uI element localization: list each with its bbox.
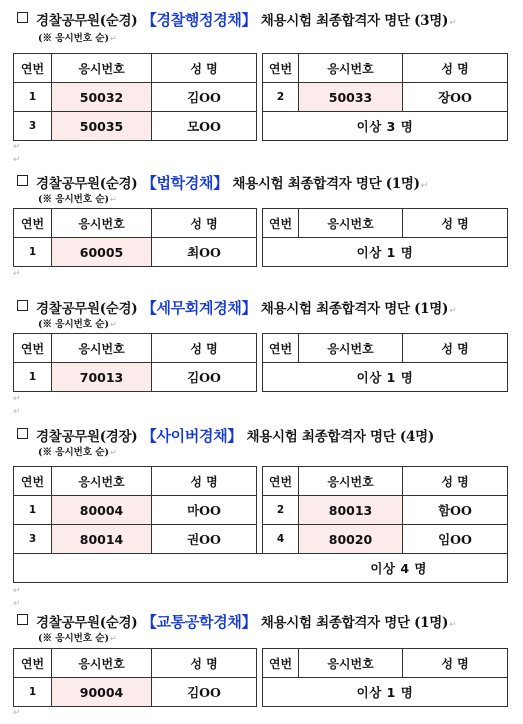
paragraph-mark: ↵ <box>13 407 21 417</box>
table-header-row <box>14 209 508 238</box>
section-tax-accounting <box>0 296 523 417</box>
title-prefix: 경찰공무원(순경) <box>36 176 138 192</box>
cell-no: 3 <box>14 525 52 554</box>
cell-name: 마OO <box>152 496 257 525</box>
cell-name: 권OO <box>152 525 257 554</box>
paragraph-mark: ↵ <box>420 181 428 191</box>
header-exam-no: 응시번호 <box>299 649 403 678</box>
cell-name: 모OO <box>152 112 257 141</box>
table-row <box>14 112 508 141</box>
paragraph-mark: ↵ <box>13 599 21 609</box>
sort-note <box>38 316 117 330</box>
cell-no: 2 <box>263 83 299 112</box>
cell-no: 2 <box>263 496 299 525</box>
cell-no: 1 <box>14 496 52 525</box>
results-table <box>13 208 508 267</box>
checkbox-square-icon <box>17 614 28 625</box>
header-no: 연번 <box>263 649 299 678</box>
header-no: 연번 <box>14 54 52 83</box>
paragraph-mark: ↵ <box>449 18 457 28</box>
paragraph-mark: ↵ <box>449 620 457 630</box>
paragraph-mark: ↵ <box>13 708 21 718</box>
results-table <box>13 648 508 707</box>
header-name: 성 명 <box>152 209 257 238</box>
cell-no: 3 <box>14 112 52 141</box>
table-row <box>14 496 508 525</box>
paragraph-mark: ↵ <box>13 142 21 152</box>
header-no: 연번 <box>14 209 52 238</box>
cell-exam-no: 80020 <box>299 525 403 554</box>
table-row <box>14 678 508 707</box>
header-exam-no: 응시번호 <box>52 54 152 83</box>
cell-no: 4 <box>263 525 299 554</box>
section-title <box>0 171 523 193</box>
header-no: 연번 <box>14 649 52 678</box>
header-exam-no: 응시번호 <box>52 334 152 363</box>
title-field: 【교통공학경채】 <box>141 613 257 631</box>
results-table <box>13 333 508 392</box>
paragraph-mark: ↵ <box>110 195 117 204</box>
header-exam-no: 응시번호 <box>299 209 403 238</box>
checkbox-square-icon <box>17 175 28 186</box>
cell-no: 1 <box>14 238 52 267</box>
sort-note-text: (※ 응시번호 순) <box>38 194 109 205</box>
results-table <box>13 466 508 583</box>
total-count: 이상 3 명 <box>263 112 508 141</box>
sort-note-text: (※ 응시번호 순) <box>38 319 109 330</box>
sort-note-text: (※ 응시번호 순) <box>38 33 109 44</box>
paragraph-mark: ↵ <box>13 586 21 596</box>
section-traffic-engineering <box>0 610 523 718</box>
title-prefix: 경찰공무원(순경) <box>36 13 138 29</box>
cell-name: 함OO <box>403 496 508 525</box>
header-no: 연번 <box>263 209 299 238</box>
title-prefix: 경찰공무원(경장) <box>36 429 138 445</box>
sort-note <box>38 30 117 44</box>
checkbox-square-icon <box>17 428 28 439</box>
paragraph-mark: ↵ <box>449 306 457 316</box>
sort-note-text: (※ 응시번호 순) <box>38 447 109 458</box>
cell-name: 김OO <box>152 363 257 392</box>
cell-name: 최OO <box>152 238 257 267</box>
header-no: 연번 <box>263 54 299 83</box>
header-name: 성 명 <box>403 209 508 238</box>
header-no: 연번 <box>263 334 299 363</box>
table-header-row <box>14 467 508 496</box>
total-count: 이상 1 명 <box>263 363 508 392</box>
results-table <box>13 53 508 141</box>
cell-name: 김OO <box>152 83 257 112</box>
section-title <box>0 610 523 632</box>
cell-exam-no: 70013 <box>52 363 152 392</box>
title-prefix: 경찰공무원(순경) <box>36 615 138 631</box>
cell-exam-no: 80004 <box>52 496 152 525</box>
cell-no: 1 <box>14 83 52 112</box>
section-police-admin <box>0 8 523 165</box>
title-field: 【사이버경채】 <box>141 427 243 445</box>
header-no: 연번 <box>14 467 52 496</box>
cell-no: 1 <box>14 678 52 707</box>
title-suffix: 채용시험 최종합격자 명단 (1명) <box>260 615 449 631</box>
header-exam-no: 응시번호 <box>299 467 403 496</box>
paragraph-mark: ↵ <box>13 269 21 279</box>
header-name: 성 명 <box>403 649 508 678</box>
total-count: 이상 1 명 <box>263 678 508 707</box>
header-exam-no: 응시번호 <box>52 467 152 496</box>
header-exam-no: 응시번호 <box>299 54 403 83</box>
cell-name: 김OO <box>152 678 257 707</box>
total-count: 이상 1 명 <box>263 238 508 267</box>
header-name: 성 명 <box>152 334 257 363</box>
cell-name: 장OO <box>403 83 508 112</box>
header-name: 성 명 <box>403 54 508 83</box>
cell-no: 1 <box>14 363 52 392</box>
cell-name: 임OO <box>403 525 508 554</box>
table-header-row <box>14 649 508 678</box>
paragraph-mark: ↵ <box>110 320 117 329</box>
sort-note <box>38 630 117 644</box>
cell-exam-no: 80013 <box>299 496 403 525</box>
paragraph-mark: ↵ <box>110 34 117 43</box>
sort-note <box>38 444 117 458</box>
table-footer-row <box>14 554 508 583</box>
title-suffix: 채용시험 최종합격자 명단 (4명) <box>246 429 434 445</box>
header-name: 성 명 <box>403 334 508 363</box>
table-row <box>14 363 508 392</box>
cell-exam-no: 50035 <box>52 112 152 141</box>
title-suffix: 채용시험 최종합격자 명단 (1명) <box>260 301 449 317</box>
section-cyber <box>0 424 523 609</box>
header-name: 성 명 <box>152 54 257 83</box>
header-no: 연번 <box>14 334 52 363</box>
title-field: 【법학경채】 <box>141 174 228 192</box>
table-header-row <box>14 54 508 83</box>
title-field: 【세무회계경채】 <box>141 299 257 317</box>
cell-exam-no: 80014 <box>52 525 152 554</box>
section-title <box>0 296 523 318</box>
header-no: 연번 <box>263 467 299 496</box>
checkbox-square-icon <box>17 12 28 23</box>
table-row <box>14 525 508 554</box>
paragraph-mark: ↵ <box>13 394 21 404</box>
title-suffix: 채용시험 최종합격자 명단 (3명) <box>260 13 449 29</box>
header-name: 성 명 <box>403 467 508 496</box>
section-title <box>0 424 523 446</box>
header-exam-no: 응시번호 <box>299 334 403 363</box>
cell-exam-no: 90004 <box>52 678 152 707</box>
checkbox-square-icon <box>17 300 28 311</box>
header-name: 성 명 <box>152 467 257 496</box>
table-header-row <box>14 334 508 363</box>
section-law <box>0 171 523 279</box>
table-row <box>14 238 508 267</box>
cell-exam-no: 50033 <box>299 83 403 112</box>
table-row <box>14 83 508 112</box>
paragraph-mark: ↵ <box>110 634 117 643</box>
header-exam-no: 응시번호 <box>52 209 152 238</box>
header-name: 성 명 <box>152 649 257 678</box>
title-prefix: 경찰공무원(순경) <box>36 301 138 317</box>
total-count: 이상 4 명 <box>14 554 508 583</box>
title-suffix: 채용시험 최종합격자 명단 (1명) <box>232 176 420 192</box>
title-field: 【경찰행정경채】 <box>141 11 257 29</box>
section-title <box>0 8 523 30</box>
cell-exam-no: 50032 <box>52 83 152 112</box>
paragraph-mark: ↵ <box>13 155 21 165</box>
sort-note <box>38 191 117 205</box>
cell-exam-no: 60005 <box>52 238 152 267</box>
header-exam-no: 응시번호 <box>52 649 152 678</box>
paragraph-mark: ↵ <box>110 448 117 457</box>
sort-note-text: (※ 응시번호 순) <box>38 633 109 644</box>
